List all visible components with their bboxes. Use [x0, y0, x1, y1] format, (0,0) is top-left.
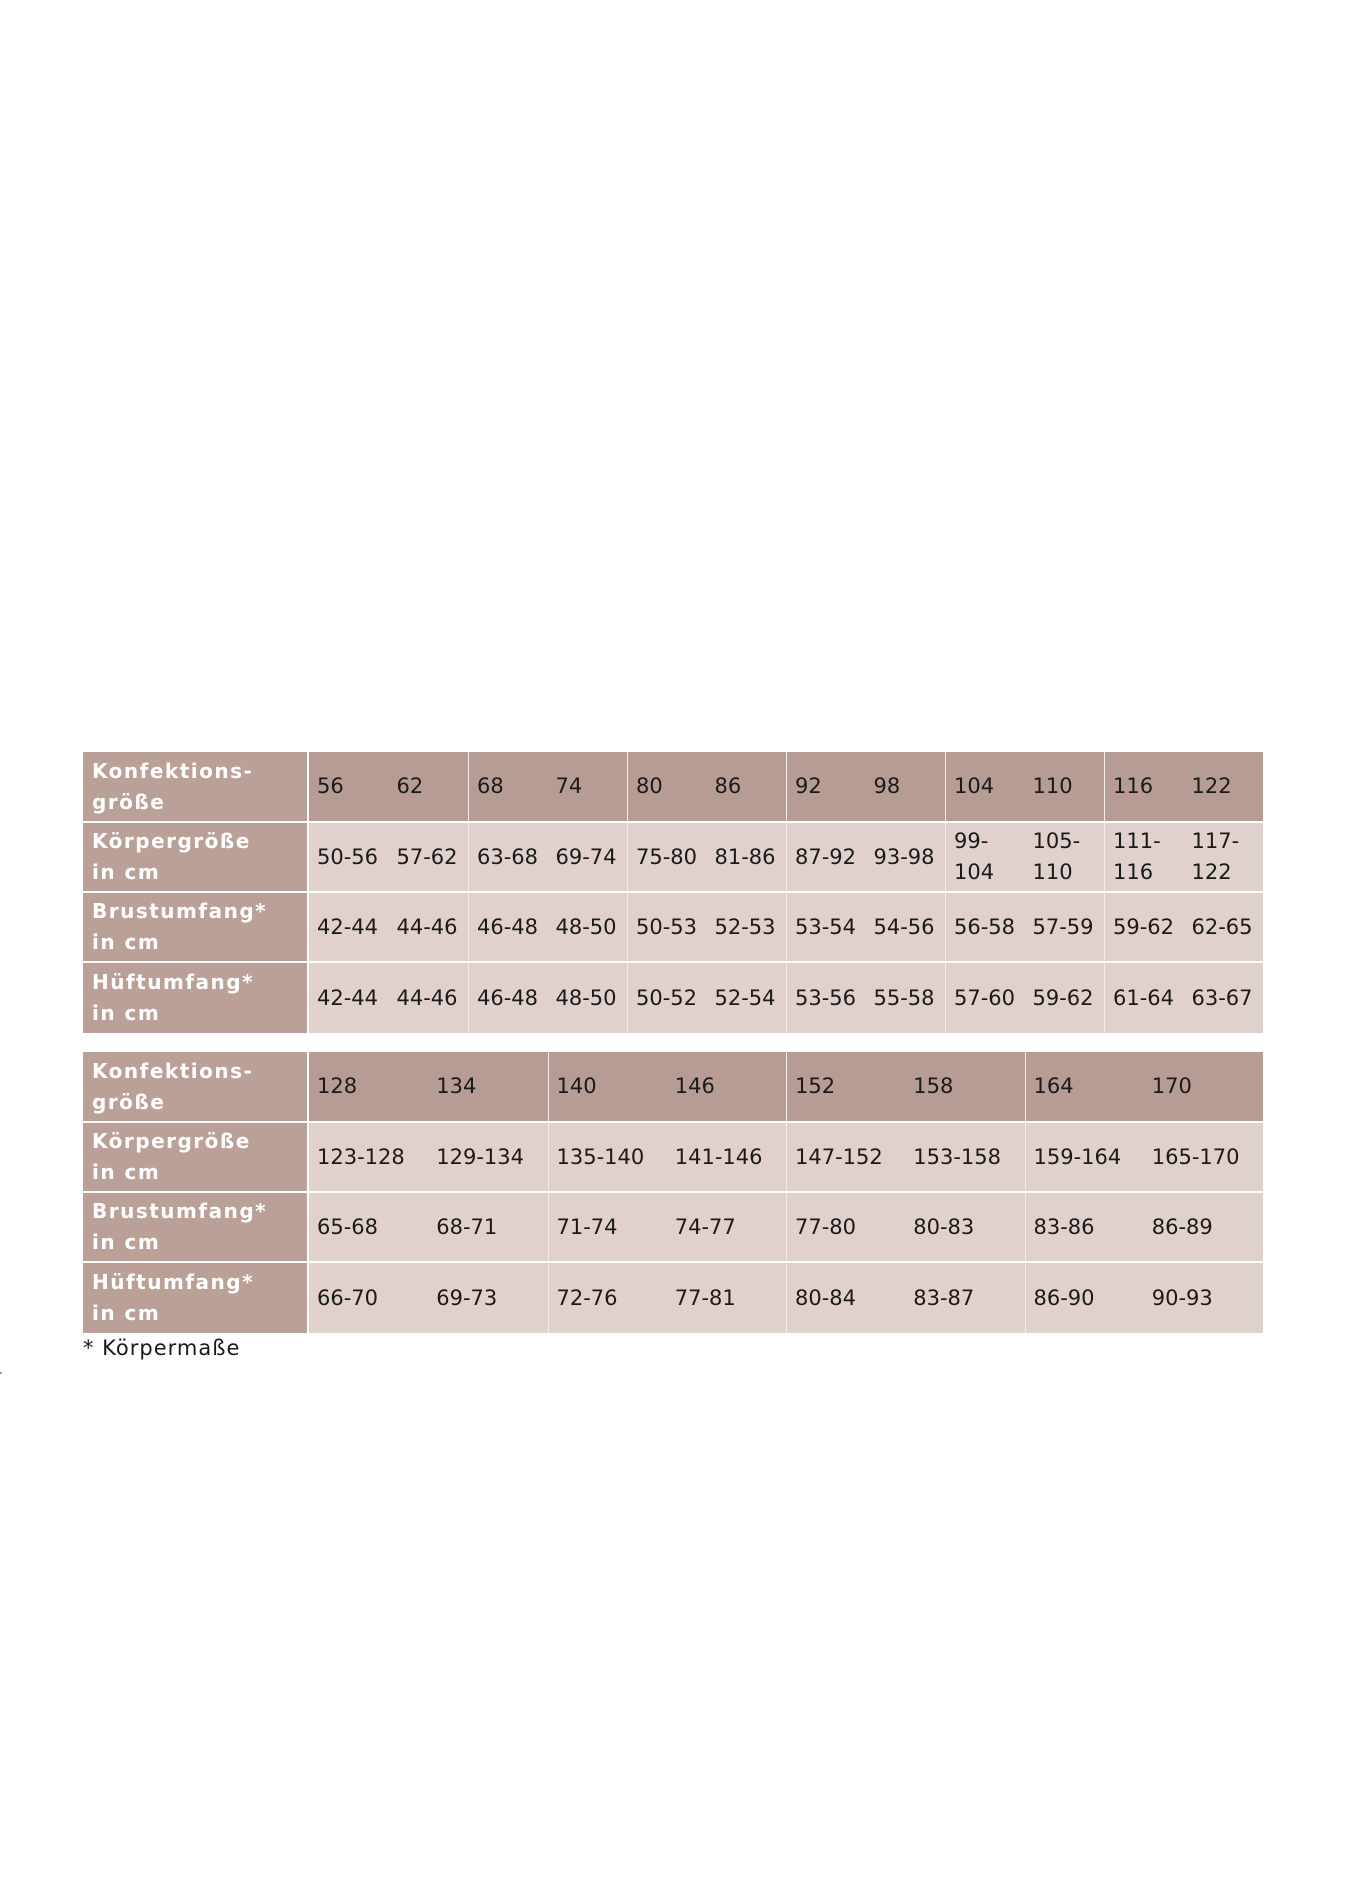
table-cell: 110 [1025, 752, 1105, 823]
row-label [83, 1052, 309, 1123]
table-cell: 86-89 [1144, 1193, 1263, 1263]
table-cell: 68 [468, 752, 548, 823]
table-cell: 129-134 [428, 1123, 547, 1193]
row-label-line: in cm [92, 930, 161, 954]
table-cell: 63-67 [1184, 963, 1264, 1033]
row-label-line: in cm [92, 860, 161, 884]
table-cell: 98 [866, 752, 946, 823]
table-cell: 50-52 [627, 963, 707, 1033]
table-cell: 86-90 [1025, 1263, 1144, 1333]
table-cell: 77-81 [667, 1263, 786, 1333]
table-row-row-size [83, 752, 1263, 823]
table-cell: 42-44 [309, 893, 389, 963]
table-cell: 42-44 [309, 963, 389, 1033]
table-cell: 55-58 [866, 963, 946, 1033]
table-cell: 48-50 [548, 893, 628, 963]
row-label [83, 1123, 309, 1193]
table-cell: 72-76 [548, 1263, 667, 1333]
table-cell: 90-93 [1144, 1263, 1263, 1333]
table-cell: 57-60 [945, 963, 1025, 1033]
table-cell: 66-70 [309, 1263, 428, 1333]
table-cell: 83-87 [905, 1263, 1024, 1333]
table-cell: 69-74 [548, 823, 628, 893]
table-cell: 116 [1104, 752, 1184, 823]
table-cell: 152 [786, 1052, 905, 1123]
table-cell: 153-158 [905, 1123, 1024, 1193]
row-label-line: größe [92, 1089, 166, 1114]
table-cell: 53-54 [786, 893, 866, 963]
table-cell: 59-62 [1104, 893, 1184, 963]
table-cell: 50-56 [309, 823, 389, 893]
table-cell: 83-86 [1025, 1193, 1144, 1263]
table-cell: 44-46 [389, 893, 469, 963]
table-row-row-chest [83, 893, 1263, 963]
row-label-line: größe [92, 789, 166, 814]
table-cell: 68-71 [428, 1193, 547, 1263]
table-cell: 87-92 [786, 823, 866, 893]
table-cell: 99- 104 [945, 823, 1025, 893]
table-cell: 75-80 [627, 823, 707, 893]
row-label-line: in cm [92, 1001, 161, 1025]
table-row-row-size [83, 1052, 1263, 1123]
row-label-line: Hüftumfang* [92, 1270, 255, 1294]
table-row-row-chest [83, 1193, 1263, 1263]
table-cell: 59-62 [1025, 963, 1105, 1033]
table-cell: 128 [309, 1052, 428, 1123]
table-cell: 56 [309, 752, 389, 823]
table-cell: 86 [707, 752, 787, 823]
row-label [83, 893, 309, 963]
table-cell: 46-48 [468, 963, 548, 1033]
table-cell: 74 [548, 752, 628, 823]
table-cell: 44-46 [389, 963, 469, 1033]
table-cell: 80-83 [905, 1193, 1024, 1263]
table-cell: 122 [1184, 752, 1264, 823]
stray-mark [0, 1372, 2, 1374]
table-cell: 46-48 [468, 893, 548, 963]
row-label [83, 1263, 309, 1333]
row-label [83, 1193, 309, 1263]
table-cell: 48-50 [548, 963, 628, 1033]
row-label [83, 823, 309, 893]
table-row-row-height [83, 1123, 1263, 1193]
table-cell: 74-77 [667, 1193, 786, 1263]
row-label [83, 752, 309, 823]
row-label-line: Konfektions- [92, 1058, 254, 1083]
table-cell: 134 [428, 1052, 547, 1123]
table-cell: 170 [1144, 1052, 1263, 1123]
table-cell: 80 [627, 752, 707, 823]
row-label [83, 963, 309, 1033]
table-cell: 104 [945, 752, 1025, 823]
size-table-baby [83, 752, 1263, 1033]
table-cell: 56-58 [945, 893, 1025, 963]
table-cell: 146 [667, 1052, 786, 1123]
table-cell: 92 [786, 752, 866, 823]
table-cell: 117- 122 [1184, 823, 1264, 893]
table-cell: 123-128 [309, 1123, 428, 1193]
row-label-line: Hüftumfang* [92, 970, 255, 994]
row-label-line: in cm [92, 1160, 161, 1184]
table-row-row-height [83, 823, 1263, 893]
table-cell: 52-54 [707, 963, 787, 1033]
table-cell: 111- 116 [1104, 823, 1184, 893]
table-cell: 57-59 [1025, 893, 1105, 963]
table-cell: 140 [548, 1052, 667, 1123]
table-cell: 63-68 [468, 823, 548, 893]
table-cell: 54-56 [866, 893, 946, 963]
table-cell: 77-80 [786, 1193, 905, 1263]
table-cell: 71-74 [548, 1193, 667, 1263]
table-row-row-hip [83, 1263, 1263, 1333]
table-cell: 135-140 [548, 1123, 667, 1193]
table-cell: 81-86 [707, 823, 787, 893]
table-cell: 62-65 [1184, 893, 1264, 963]
table-cell: 52-53 [707, 893, 787, 963]
table-cell: 165-170 [1144, 1123, 1263, 1193]
size-table-kids [83, 1052, 1263, 1333]
row-label-line: in cm [92, 1230, 161, 1254]
table-cell: 164 [1025, 1052, 1144, 1123]
table-cell: 62 [389, 752, 469, 823]
table-cell: 105- 110 [1025, 823, 1105, 893]
table-cell: 158 [905, 1052, 1024, 1123]
table-cell: 159-164 [1025, 1123, 1144, 1193]
table-cell: 61-64 [1104, 963, 1184, 1033]
row-label-line: in cm [92, 1301, 161, 1325]
table-cell: 50-53 [627, 893, 707, 963]
row-label-line: Brustumfang* [92, 899, 268, 923]
table-cell: 69-73 [428, 1263, 547, 1333]
row-label-line: Körpergröße [92, 1129, 251, 1153]
table-cell: 141-146 [667, 1123, 786, 1193]
table-cell: 53-56 [786, 963, 866, 1033]
row-label-line: Brustumfang* [92, 1199, 268, 1223]
footnote: * Körpermaße [83, 1336, 241, 1360]
table-cell: 80-84 [786, 1263, 905, 1333]
table-cell: 93-98 [866, 823, 946, 893]
row-label-line: Körpergröße [92, 829, 251, 853]
table-cell: 147-152 [786, 1123, 905, 1193]
table-row-row-hip [83, 963, 1263, 1033]
table-cell: 57-62 [389, 823, 469, 893]
table-cell: 65-68 [309, 1193, 428, 1263]
row-label-line: Konfektions- [92, 758, 254, 783]
